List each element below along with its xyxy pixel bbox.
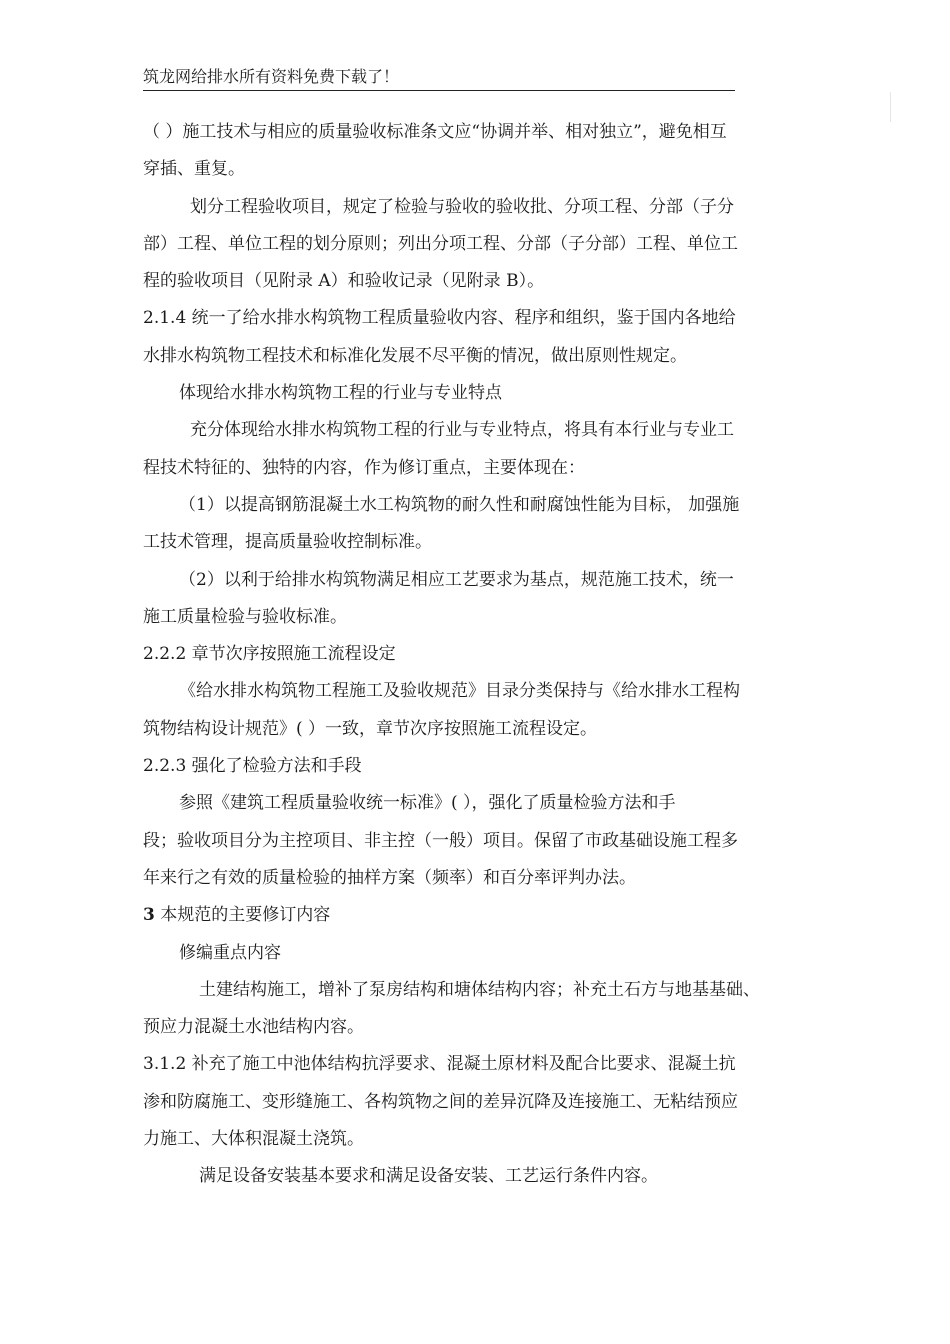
margin-mark bbox=[890, 92, 891, 122]
subheading: 体现给水排水构筑物工程的行业与专业特点 bbox=[179, 383, 502, 404]
document-body bbox=[143, 114, 809, 1196]
text-line: 施工质量检验与验收标准。 bbox=[143, 606, 347, 627]
section-heading: 2.2.2 章节次序按照施工流程设定 bbox=[143, 644, 396, 665]
text-line: 穿插、重复。 bbox=[143, 159, 245, 180]
text-line: 程技术特征的、独特的内容，作为修订重点，主要体现在： bbox=[143, 457, 585, 478]
text-line: 参照《建筑工程质量验收统一标准》( ），强化了质量检验方法和手 bbox=[179, 793, 676, 814]
text-line: 程的验收项目（见附录 A）和验收记录（见附录 B）。 bbox=[143, 271, 545, 292]
section-title: 本规范的主要修订内容 bbox=[154, 905, 331, 926]
text-line: 土建结构施工，增补了泵房结构和塘体结构内容；补充土石方与地基基础、 bbox=[199, 979, 760, 1000]
page-header: 筑龙网给排水所有资料免费下载了！ bbox=[143, 66, 735, 91]
text-line: 筑物结构设计规范》( ）一致，章节次序按照施工流程设定。 bbox=[143, 718, 598, 739]
section-number: 3 bbox=[143, 905, 155, 926]
text-line: 预应力混凝土水池结构内容。 bbox=[143, 1017, 364, 1038]
list-item: （2）以利于给排水构筑物满足相应工艺要求为基点，规范施工技术，统一 bbox=[179, 569, 734, 590]
section-heading: 2.2.3 强化了检验方法和手段 bbox=[143, 756, 362, 777]
text-line: 工技术管理，提高质量验收控制标准。 bbox=[143, 532, 432, 553]
text-line: 部）工程、单位工程的划分原则；列出分项工程、分部（子分部）工程、单位工 bbox=[143, 233, 738, 254]
text-line: （ ）施工技术与相应的质量验收标准条文应“协调并举、相对独立”，避免相互 bbox=[143, 122, 727, 142]
text-line: 《给水排水构筑物工程施工及验收规范》目录分类保持与《给水排水工程构 bbox=[179, 681, 740, 702]
text-line: 2.1.4 统一了给水排水构筑物工程质量验收内容、程序和组织，鉴于国内各地给 bbox=[143, 308, 736, 329]
subheading: 修编重点内容 bbox=[179, 942, 281, 963]
text-line: 力施工、大体积混凝土浇筑。 bbox=[143, 1129, 364, 1150]
text-line: 水排水构筑物工程技术和标准化发展不尽平衡的情况，做出原则性规定。 bbox=[143, 345, 687, 366]
text-line: 段；验收项目分为主控项目、非主控（一般）项目。保留了市政基础设施工程多 bbox=[143, 830, 738, 851]
section-heading bbox=[143, 897, 809, 934]
list-item: （1）以提高钢筋混凝土水工构筑物的耐久性和耐腐蚀性能为目标， 加强施 bbox=[179, 494, 740, 515]
text-line: 划分工程验收项目，规定了检验与验收的验收批、分项工程、分部（子分 bbox=[190, 196, 734, 217]
text-line: 满足设备安装基本要求和满足设备安装、工艺运行条件内容。 bbox=[199, 1166, 658, 1187]
text-line: 年来行之有效的质量检验的抽样方案（频率）和百分率评判办法。 bbox=[143, 867, 636, 888]
text-line: 3.1.2 补充了施工中池体结构抗浮要求、混凝土原材料及配合比要求、混凝土抗 bbox=[143, 1054, 736, 1075]
text-line: 充分体现给水排水构筑物工程的行业与专业特点，将具有本行业与专业工 bbox=[190, 420, 734, 441]
text-line: 渗和防腐施工、变形缝施工、各构筑物之间的差异沉降及连接施工、无粘结预应 bbox=[143, 1091, 738, 1112]
